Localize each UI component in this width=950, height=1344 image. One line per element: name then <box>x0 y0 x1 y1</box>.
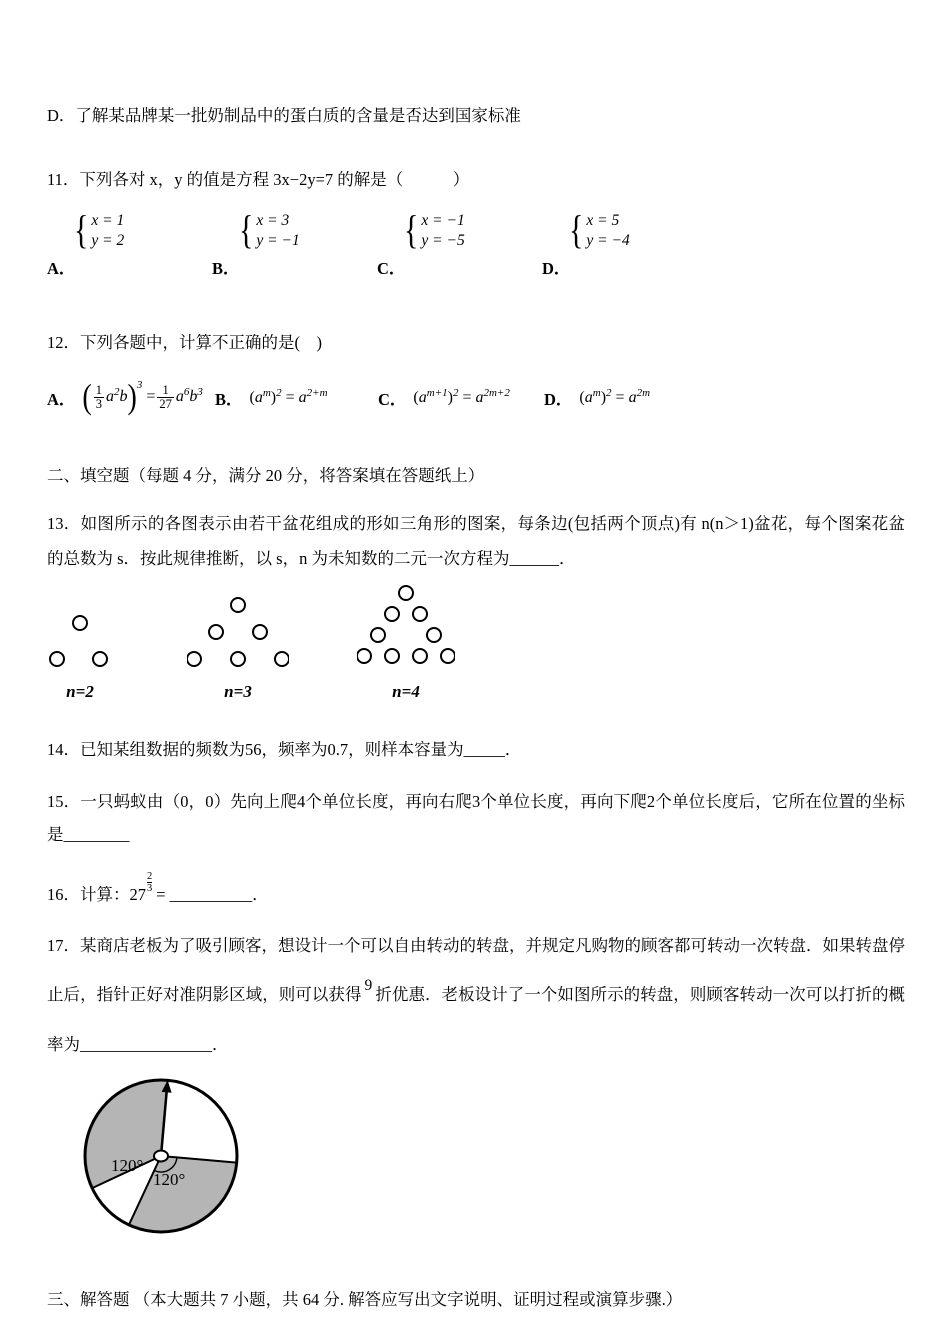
formula <box>250 389 328 407</box>
option-label: C． <box>377 259 406 278</box>
exponent: 2m+2 <box>483 387 510 399</box>
exponent: 3 <box>197 386 203 399</box>
q16-prefix: 16．计算： <box>47 885 130 904</box>
equation-system <box>569 209 630 253</box>
formula <box>413 389 509 407</box>
system-equations <box>586 211 629 251</box>
option-label: D． <box>542 259 571 278</box>
section-2-heading: 二、填空题（每题 4 分，满分 20 分，将答案填在答题纸上） <box>47 466 485 485</box>
question-13-text: 13．如图所示的各图表示由若干盆花组成的形如三角形的图案，每条边(包括两个顶点)有 n(n＞1)盆花，每个图案花盆的总数为 s．按此规律推断，以 s，n 为未知数的二元一次方程为______． <box>47 514 905 568</box>
q11-option-c <box>377 209 542 279</box>
equals-sign: = <box>615 389 625 406</box>
exponent: 2 <box>114 386 120 399</box>
exponent: 2m <box>636 387 651 399</box>
equals-sign: = <box>462 389 472 406</box>
variable: a <box>584 389 593 406</box>
fraction: $\frac{1}{3}$ <box>95 382 102 411</box>
exponent: 2+m <box>306 387 328 399</box>
q17-part1: 17．某商店老板为了吸引顾客，想设计一个可以自由转动的转盘，并规定凡购物的顾客都可转动一次转盘．如果转盘停止后，指针正好对准阴影区域，则可以获得 <box>47 936 905 1004</box>
option-label: D． <box>544 390 573 409</box>
fraction: $\frac{1}{27}$ <box>159 382 172 411</box>
equation-x: x = 3 <box>256 212 290 229</box>
equation-y: y = −1 <box>256 232 300 249</box>
equation-system <box>404 209 542 253</box>
equation-system <box>74 209 212 253</box>
q16-exponent-fraction: $\frac{2}{3}$ <box>147 871 153 894</box>
variable: a <box>628 389 637 406</box>
brace-glyph: { <box>569 208 584 253</box>
equation-x: x = 5 <box>586 212 620 229</box>
left-paren: ( <box>579 389 585 406</box>
pattern-n4-label: n=4 <box>392 682 420 701</box>
option-label: C． <box>378 390 407 409</box>
q17-part2: 折优惠．老板设计了一个如图所示的转盘，则顾客转动一次可以打折的概率为________________． <box>47 985 906 1054</box>
left-paren: ( <box>249 389 255 406</box>
pattern-n2-label: n=2 <box>66 682 94 701</box>
variable: a <box>254 389 263 406</box>
formula <box>82 378 203 417</box>
left-paren: ( <box>413 389 419 406</box>
option-label: B． <box>212 259 240 278</box>
pattern-n3-label: n=3 <box>224 682 252 701</box>
q12-option-b <box>215 386 378 410</box>
system-equations <box>256 211 299 251</box>
variable: a <box>418 389 427 406</box>
spinner-figure <box>61 1071 905 1248</box>
pattern-n2-diagram <box>47 612 113 670</box>
system-equations <box>91 211 124 251</box>
q11-option-a <box>47 209 212 279</box>
right-paren: ) <box>447 389 453 406</box>
equation-system <box>239 209 377 253</box>
discount-superscript: 9 <box>364 977 373 994</box>
question-17-text <box>47 921 905 1069</box>
question-16 <box>47 871 905 905</box>
q12-option-a <box>47 378 215 417</box>
exponent: m <box>262 387 271 399</box>
question-11-stem: 11．下列各对 x，y 的值是方程 3x−2y=7 的解是（ ） <box>47 170 470 189</box>
spinner-pivot <box>154 1151 168 1162</box>
angle-label-left: 120° <box>111 1156 144 1175</box>
question-15-text: 15．一只蚂蚁由（0，0）先向上爬4个单位长度，再向右爬3个单位长度，再向下爬2个单位长度后，它所在位置的坐标是________ <box>47 792 905 844</box>
q11-option-d <box>542 209 630 279</box>
exponent: m+1 <box>426 387 448 399</box>
right-paren: ) <box>600 389 607 406</box>
q16-suffix: = __________． <box>156 885 269 904</box>
pattern-n2 <box>47 612 113 702</box>
right-paren: ) <box>127 378 137 417</box>
variable: a <box>175 388 184 406</box>
equals-sign: = <box>146 388 156 406</box>
exponent: 2 <box>606 387 612 399</box>
option-d-text: D．了解某品牌某一批奶制品中的蛋白质的含量是否达到国家标准 <box>47 106 521 125</box>
q12-option-c <box>378 386 544 410</box>
brace-glyph: { <box>404 208 419 253</box>
variable: a <box>475 389 484 406</box>
question-14-text: 14．已知某组数据的频数为56，频率为0.7，则样本容量为_____． <box>47 740 522 759</box>
pattern-n3-diagram <box>187 596 289 670</box>
variable: b <box>119 388 128 406</box>
equation-y: y = 2 <box>91 232 125 249</box>
q11-option-b <box>212 209 377 279</box>
variable: a <box>106 388 114 406</box>
question-12-options <box>47 372 905 424</box>
exponent: 2 <box>452 387 459 399</box>
q16-base: 27 <box>129 885 146 904</box>
equation-y: y = −5 <box>421 232 465 249</box>
spinner-diagram <box>61 1071 311 1243</box>
equation-x: x = −1 <box>421 212 465 229</box>
angle-label-bottom: 120° <box>153 1170 186 1189</box>
option-label: A． <box>47 389 76 409</box>
pattern-n3 <box>187 596 289 702</box>
question-11-options <box>47 209 905 279</box>
equation-x: x = 1 <box>91 212 125 229</box>
question-12-stem: 12．下列各题中，计算不正确的是( ) <box>47 333 322 352</box>
brace-glyph: { <box>74 208 89 253</box>
system-equations <box>421 211 464 251</box>
section-3-heading: 三、解答题 （本大题共 7 小题，共 64 分. 解答应写出文字说明、证明过程或演算步骤.） <box>47 1290 683 1309</box>
left-paren: ( <box>82 378 92 417</box>
brace-glyph: { <box>239 208 254 253</box>
option-label: B． <box>215 390 243 409</box>
pattern-n4 <box>357 584 455 702</box>
exponent: 2 <box>276 387 282 399</box>
q12-option-d <box>544 386 650 410</box>
exponent: 6 <box>183 386 190 399</box>
flower-pot-diagrams <box>47 584 905 702</box>
option-label: A． <box>47 259 76 278</box>
variable: b <box>189 388 198 406</box>
equation-y: y = −4 <box>586 232 630 249</box>
right-paren: ) <box>270 389 277 406</box>
variable: a <box>298 389 307 406</box>
equals-sign: = <box>285 389 295 406</box>
exponent: 3 <box>136 379 143 392</box>
formula <box>579 389 650 407</box>
exponent: m <box>592 387 601 399</box>
pattern-n4-diagram <box>357 584 455 670</box>
